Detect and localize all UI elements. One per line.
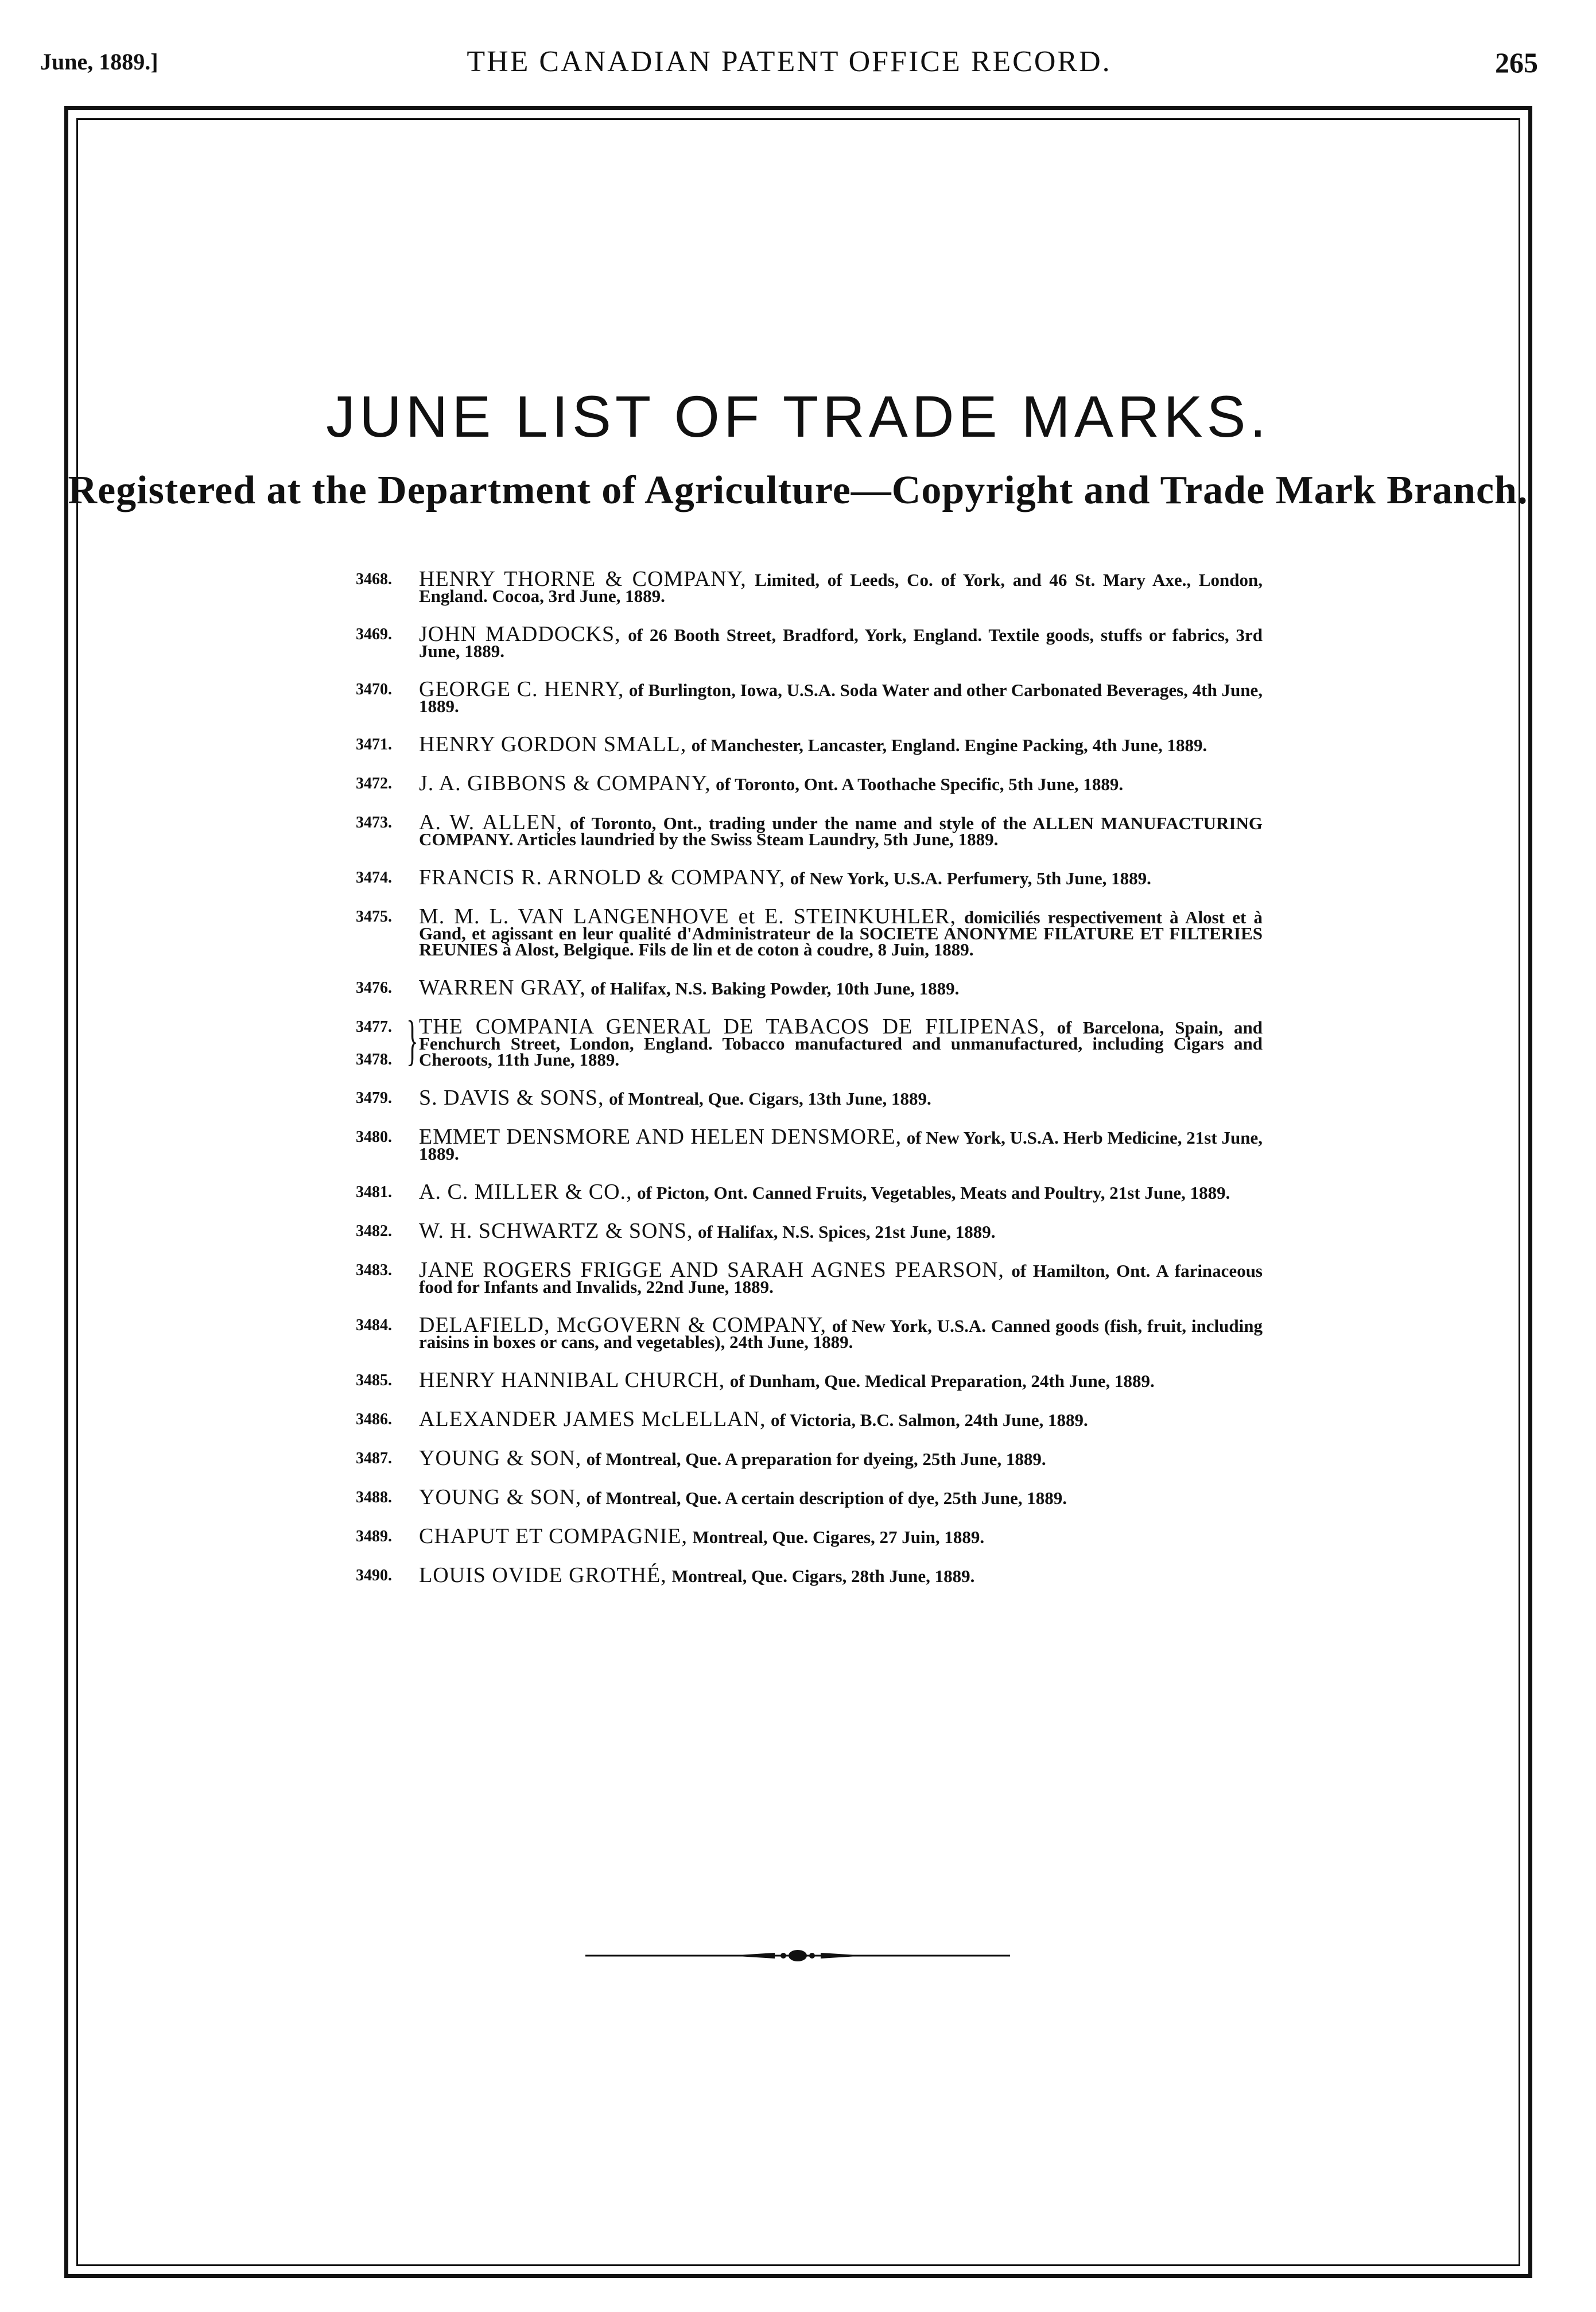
entry-body [419,1015,1263,1070]
entry-number: 3487. [356,1450,392,1467]
trade-mark-entry [356,1313,1263,1352]
entry-number: 3472. [356,775,392,792]
trade-mark-entry [356,1009,1263,1071]
entry-name: WARREN GRAY, [419,976,586,1000]
entry-name: JANE ROGERS FRIGGE AND SARAH AGNES PEARSON, [419,1258,1004,1282]
trade-mark-entry [356,976,1263,1000]
trade-mark-entry [356,1524,1263,1548]
entry-body [419,677,1263,716]
entry-body [419,1563,1263,1587]
entry-body [419,771,1263,795]
entry-detail: of Dunham, Que. Medical Preparation, 24th June, 1889. [729,1371,1155,1391]
trade-mark-entry [356,622,1263,661]
entry-number: 3489. [356,1528,392,1545]
entry-detail: of Picton, Ont. Canned Fruits, Vegetables, Meats and Poultry, 21st June, 1889. [637,1183,1230,1203]
entry-name: A. W. ALLEN, [419,810,563,834]
entry-detail: Montreal, Que. Cigares, 27 Juin, 1889. [692,1527,985,1547]
entry-number: 3475. [356,908,392,926]
trade-mark-entry [356,1258,1263,1297]
entry-body [419,1219,1263,1243]
entry-name: S. DAVIS & SONS, [419,1086,604,1110]
entry-name: M. M. L. VAN LANGENHOVE et E. STEINKUHLER, [419,904,956,928]
entry-detail: of New York, U.S.A. Herb Medicine, 21st June, 1889. [419,1128,1263,1164]
entry-body [419,865,1263,889]
entry-body [419,732,1263,756]
brace-glyph: } [406,1009,418,1071]
trade-mark-entry [356,1086,1263,1110]
trade-mark-entry [356,1563,1263,1587]
ornament-dot-right [809,1953,815,1959]
entry-name: FRANCIS R. ARNOLD & COMPANY, [419,865,786,889]
entry-name: YOUNG & SON, [419,1446,582,1470]
trade-mark-entry [356,732,1263,756]
header-publication: THE CANADIAN PATENT OFFICE RECORD. [467,45,1112,78]
entry-detail: of Burlington, Iowa, U.S.A. Soda Water and other Carbonated Beverages, 4th June, 1889. [419,680,1263,716]
entry-body [419,1258,1263,1297]
entry-detail: of Halifax, N.S. Baking Powder, 10th June, 1889. [591,978,960,998]
entry-name: A. C. MILLER & CO., [419,1180,632,1204]
entry-detail: of Toronto, Ont. A Toothache Specific, 5th June, 1889. [716,774,1124,794]
entry-number: 3479. [356,1089,392,1107]
entry-number: 3470. [356,681,392,698]
trade-mark-entry [356,1180,1263,1204]
entry-name: CHAPUT ET COMPAGNIE, [419,1524,688,1548]
entry-number: 3477. [356,1018,392,1036]
trade-mark-list [356,567,1263,1606]
entry-body [419,1368,1263,1392]
entry-name: HENRY THORNE & COMPANY, [419,567,747,591]
entry-body [419,810,1263,849]
trade-mark-entry [356,771,1263,795]
entry-body [419,1446,1263,1470]
entry-name: THE COMPANIA GENERAL DE TABACOS DE FILIPENAS, [419,1015,1046,1039]
ornament-right-taper [821,1953,867,1959]
ornament-center-lozenge [789,1950,807,1961]
entry-detail: of Montreal, Que. A certain description of dye, 25th June, 1889. [586,1488,1067,1508]
entry-number: 3485. [356,1371,392,1389]
entry-detail: of Victoria, B.C. Salmon, 24th June, 1889. [770,1410,1088,1430]
entry-number: 3484. [356,1316,392,1334]
entry-body [419,622,1263,661]
entry-number: 3476. [356,979,392,997]
entry-number: 3473. [356,814,392,831]
entry-detail: of Halifax, N.S. Spices, 21st June, 1889. [698,1222,996,1242]
entry-detail: of Barcelona, Spain, and Fenchurch Street, London, England. Tobacco manufactured and unmanufactured, including Cigars and Cheroots, 11th June, 1889. [419,1017,1263,1070]
entry-number: 3490. [356,1567,392,1584]
entry-detail: of Montreal, Que. Cigars, 13th June, 1889. [609,1089,931,1109]
ornament-left-taper [729,1953,775,1959]
entry-name: LOUIS OVIDE GROTHÉ, [419,1563,667,1587]
trade-mark-entry [356,1368,1263,1392]
entry-body [419,904,1263,959]
entry-number: 3474. [356,869,392,887]
trade-mark-entry [356,567,1263,606]
trade-mark-entry [356,1125,1263,1164]
entry-number: 3482. [356,1222,392,1240]
trade-mark-entry [356,904,1263,959]
entry-number-second: 3478. [356,1051,392,1068]
entry-body [419,1485,1263,1509]
page-number: 265 [1495,46,1538,79]
entry-body [419,1125,1263,1164]
entry-body [419,1313,1263,1352]
entry-name: GEORGE C. HENRY, [419,677,624,701]
entry-body [419,976,1263,1000]
entry-body [419,1086,1263,1110]
entry-detail: of Hamilton, Ont. A farinaceous food for Infants and Invalids, 22nd June, 1889. [419,1261,1263,1297]
header-date: June, 1889.] [40,49,158,75]
entry-name: HENRY GORDON SMALL, [419,732,687,756]
entry-detail: domiciliés respectivement à Alost et à Gand, et agissant en leur qualité d'Administrateur de la SOCIETE ANONYME FILATURE ET FILTERIES REUNIES à Alost, Belgique. Fils de lin et de coton à coudre, 8 Juin, 1889. [419,907,1263,959]
entry-detail: of Manchester, Lancaster, England. Engine Packing, 4th June, 1889. [691,735,1207,755]
page-title: JUNE LIST OF TRADE MARKS. [326,384,1270,450]
entry-number: 3480. [356,1128,392,1146]
trade-mark-entry [356,865,1263,889]
entry-detail: of Toronto, Ont., trading under the name and style of the ALLEN MANUFACTURING COMPANY. Articles laundried by the Swiss Steam Laundry, 5th June, 1889. [419,813,1263,849]
trade-mark-entry [356,1446,1263,1470]
entry-name: HENRY HANNIBAL CHURCH, [419,1368,725,1392]
entry-detail: Montreal, Que. Cigars, 28th June, 1889. [671,1566,975,1586]
entry-detail: of 26 Booth Street, Bradford, York, England. Textile goods, stuffs or fabrics, 3rd June, 1889. [419,625,1263,661]
entry-body [419,1180,1263,1204]
entry-name: J. A. GIBBONS & COMPANY, [419,771,711,795]
entry-detail: Limited, of Leeds, Co. of York, and 46 St. Mary Axe., London, England. Cocoa, 3rd June, 1889. [419,570,1263,606]
entry-name: EMMET DENSMORE AND HELEN DENSMORE, [419,1125,902,1149]
trade-mark-entry [356,1485,1263,1509]
running-header [40,45,1538,79]
ornament-dot-left [780,1953,786,1959]
trade-mark-entry [356,677,1263,716]
entry-name: ALEXANDER JAMES McLELLAN, [419,1407,766,1431]
entry-detail: of New York, U.S.A. Canned goods (fish, fruit, including raisins in boxes or cans, and vegetables), 24th June, 1889. [419,1316,1263,1352]
trade-mark-entry [356,1407,1263,1431]
entry-name: W. H. SCHWARTZ & SONS, [419,1219,693,1243]
entry-number: 3468. [356,570,392,588]
entry-number: 3488. [356,1489,392,1506]
entry-detail: of Montreal, Que. A preparation for dyeing, 25th June, 1889. [586,1449,1046,1469]
entry-name: JOHN MADDOCKS, [419,622,621,646]
entry-name: YOUNG & SON, [419,1485,582,1509]
entry-body [419,1407,1263,1431]
entry-name: DELAFIELD, McGOVERN & COMPANY, [419,1313,827,1337]
entry-number: 3486. [356,1410,392,1428]
entry-number: 3481. [356,1183,392,1201]
page-subtitle: Registered at the Department of Agriculture—Copyright and Trade Mark Branch. [68,468,1528,512]
entry-number: 3483. [356,1261,392,1279]
entry-body [419,1524,1263,1548]
trade-mark-entry [356,1219,1263,1243]
entry-number: 3469. [356,625,392,643]
entry-body [419,567,1263,606]
entry-detail: of New York, U.S.A. Perfumery, 5th June, 1889. [790,868,1151,888]
trade-mark-entry [356,810,1263,849]
entry-number: 3471. [356,736,392,753]
ornamental-rule [585,1947,1010,1964]
